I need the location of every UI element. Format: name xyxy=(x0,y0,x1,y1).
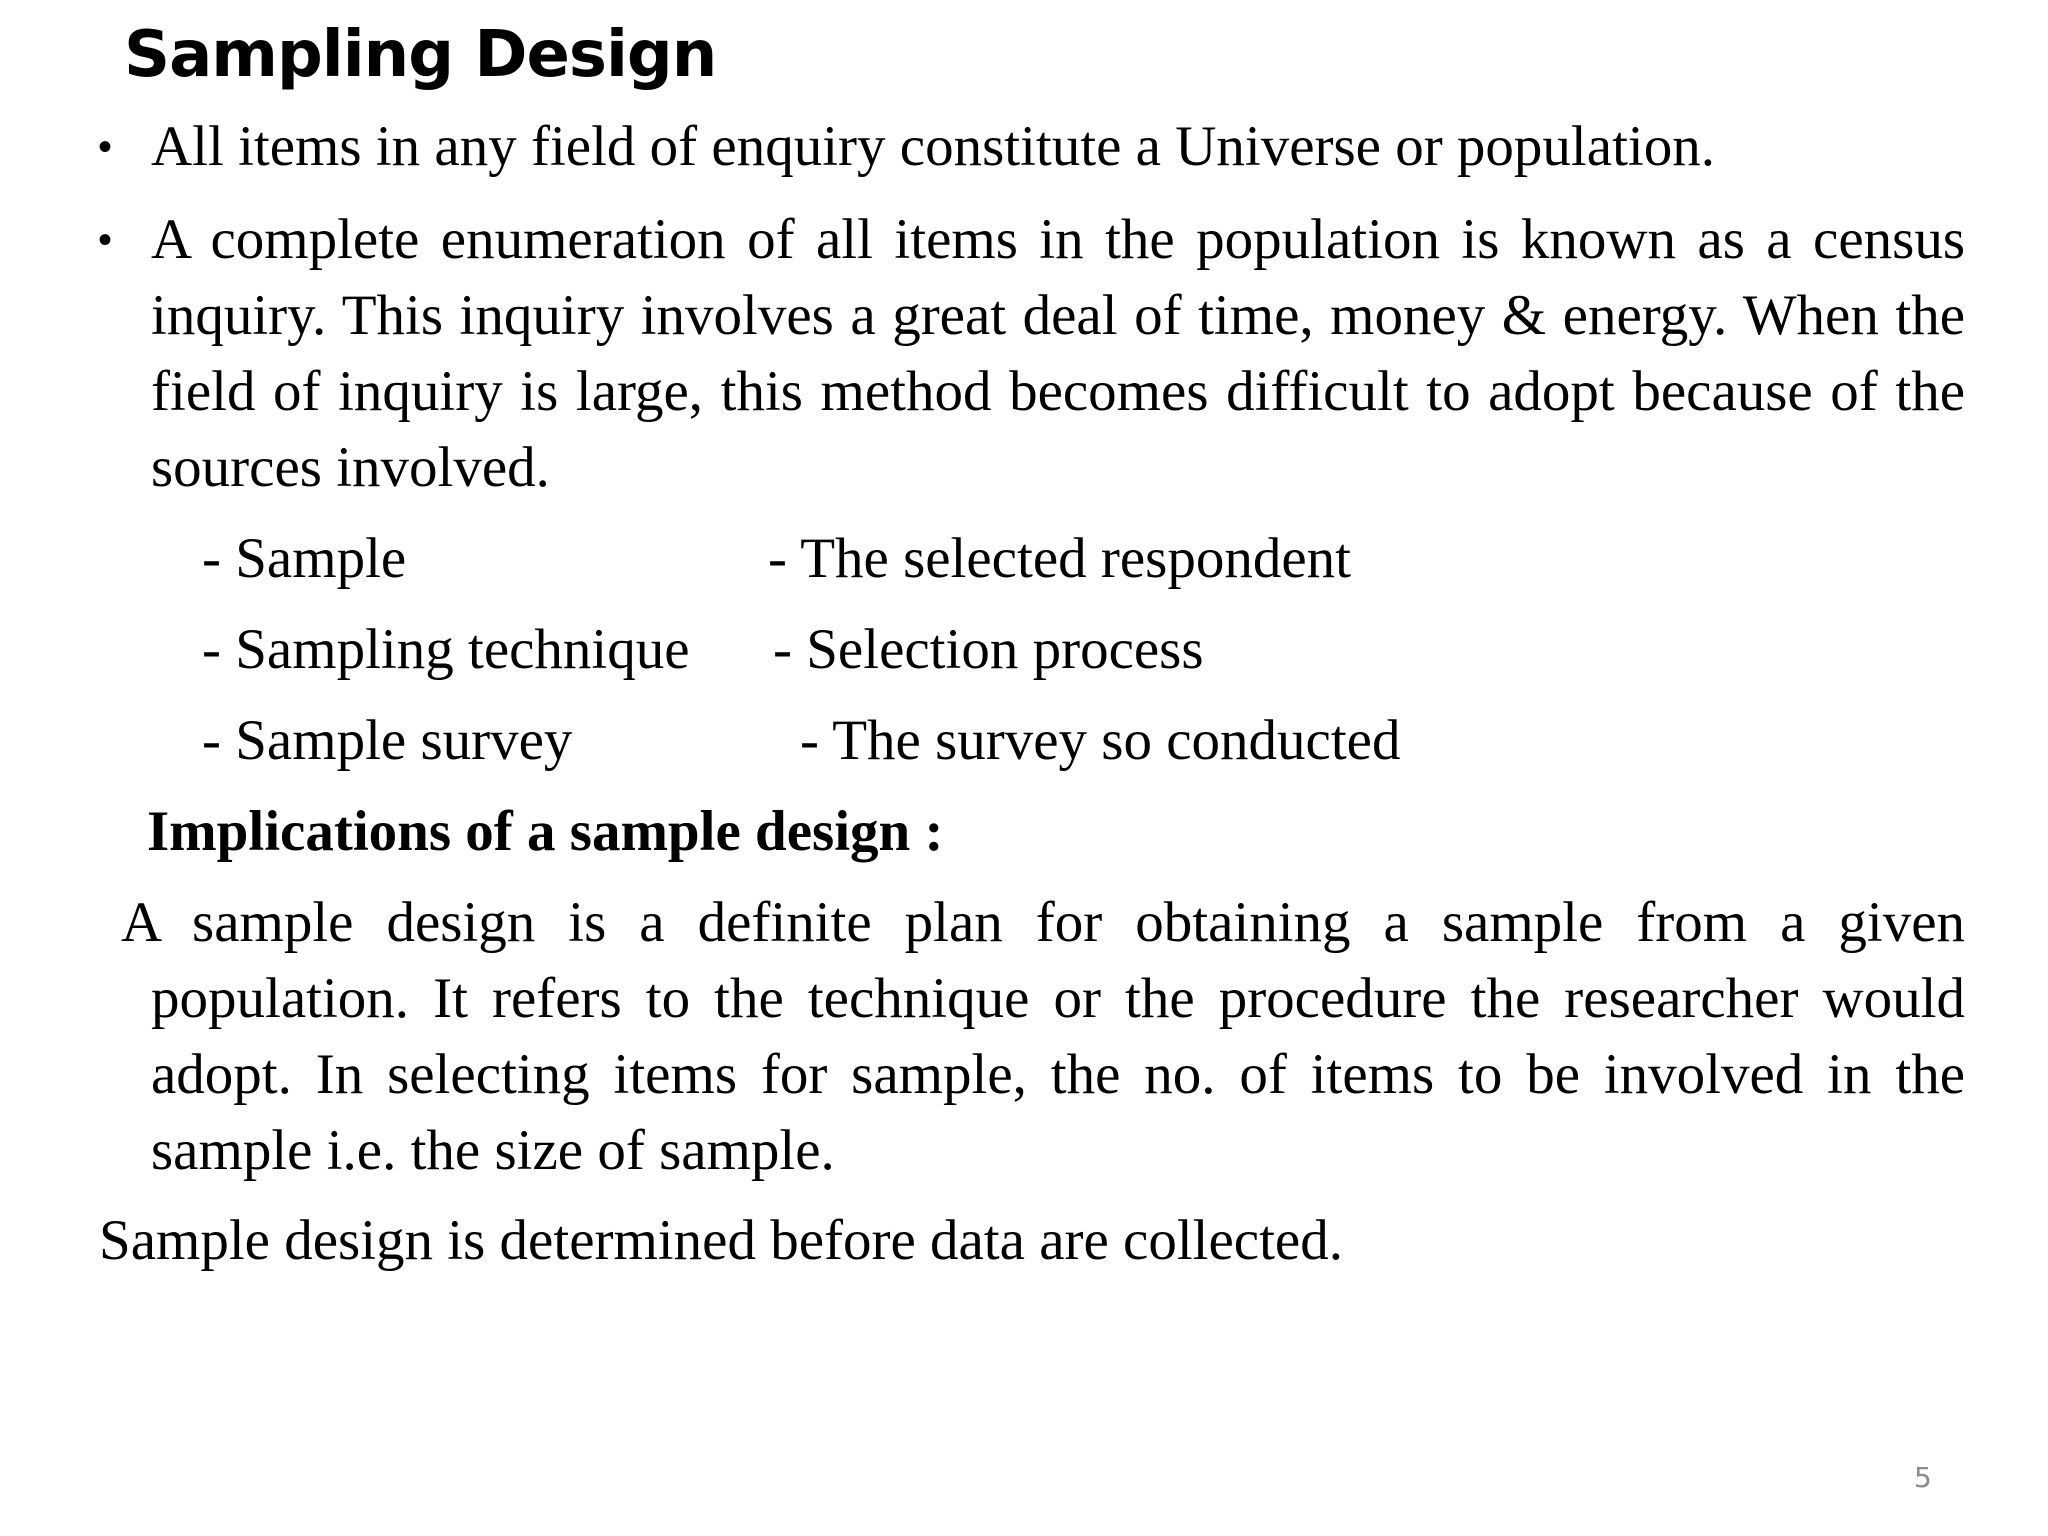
bullet-text-universe: All items in any field of enquiry constitute a Universe or population. xyxy=(151,115,1715,178)
page-number: 5 xyxy=(1914,1461,1932,1494)
definition-sampling-technique: - Selection process xyxy=(773,618,1204,681)
implications-heading: Implications of a sample design : xyxy=(147,800,944,863)
bullet-marker: • xyxy=(98,218,113,262)
definition-sample-survey: - The survey so conducted xyxy=(800,709,1401,772)
implication-paragraph: A sample design is a definite plan for obtaining a sample from a given population. It refers to the technique or the procedure the researcher would adopt. In selecting items for sample, the no. of items to be involved in the sample i.e. the size of sample. xyxy=(121,891,1965,1182)
bullet-text-census: A complete enumeration of all items in the population is known as a census inquiry. This inquiry involves a great deal of time, money & energy. When the field of inquiry is large, this method becomes difficult to adopt because of the sources involved. xyxy=(151,208,1965,499)
definition-sample: - The selected respondent xyxy=(768,527,1351,590)
closing-statement: Sample design is determined before data are collected. xyxy=(99,1209,1343,1272)
term-sampling-technique: - Sampling technique xyxy=(202,618,690,681)
term-sample-survey: - Sample survey xyxy=(202,709,573,772)
bullet-marker: • xyxy=(98,125,113,169)
term-sample: - Sample xyxy=(202,527,407,590)
slide-title: Sampling Design xyxy=(124,18,717,92)
